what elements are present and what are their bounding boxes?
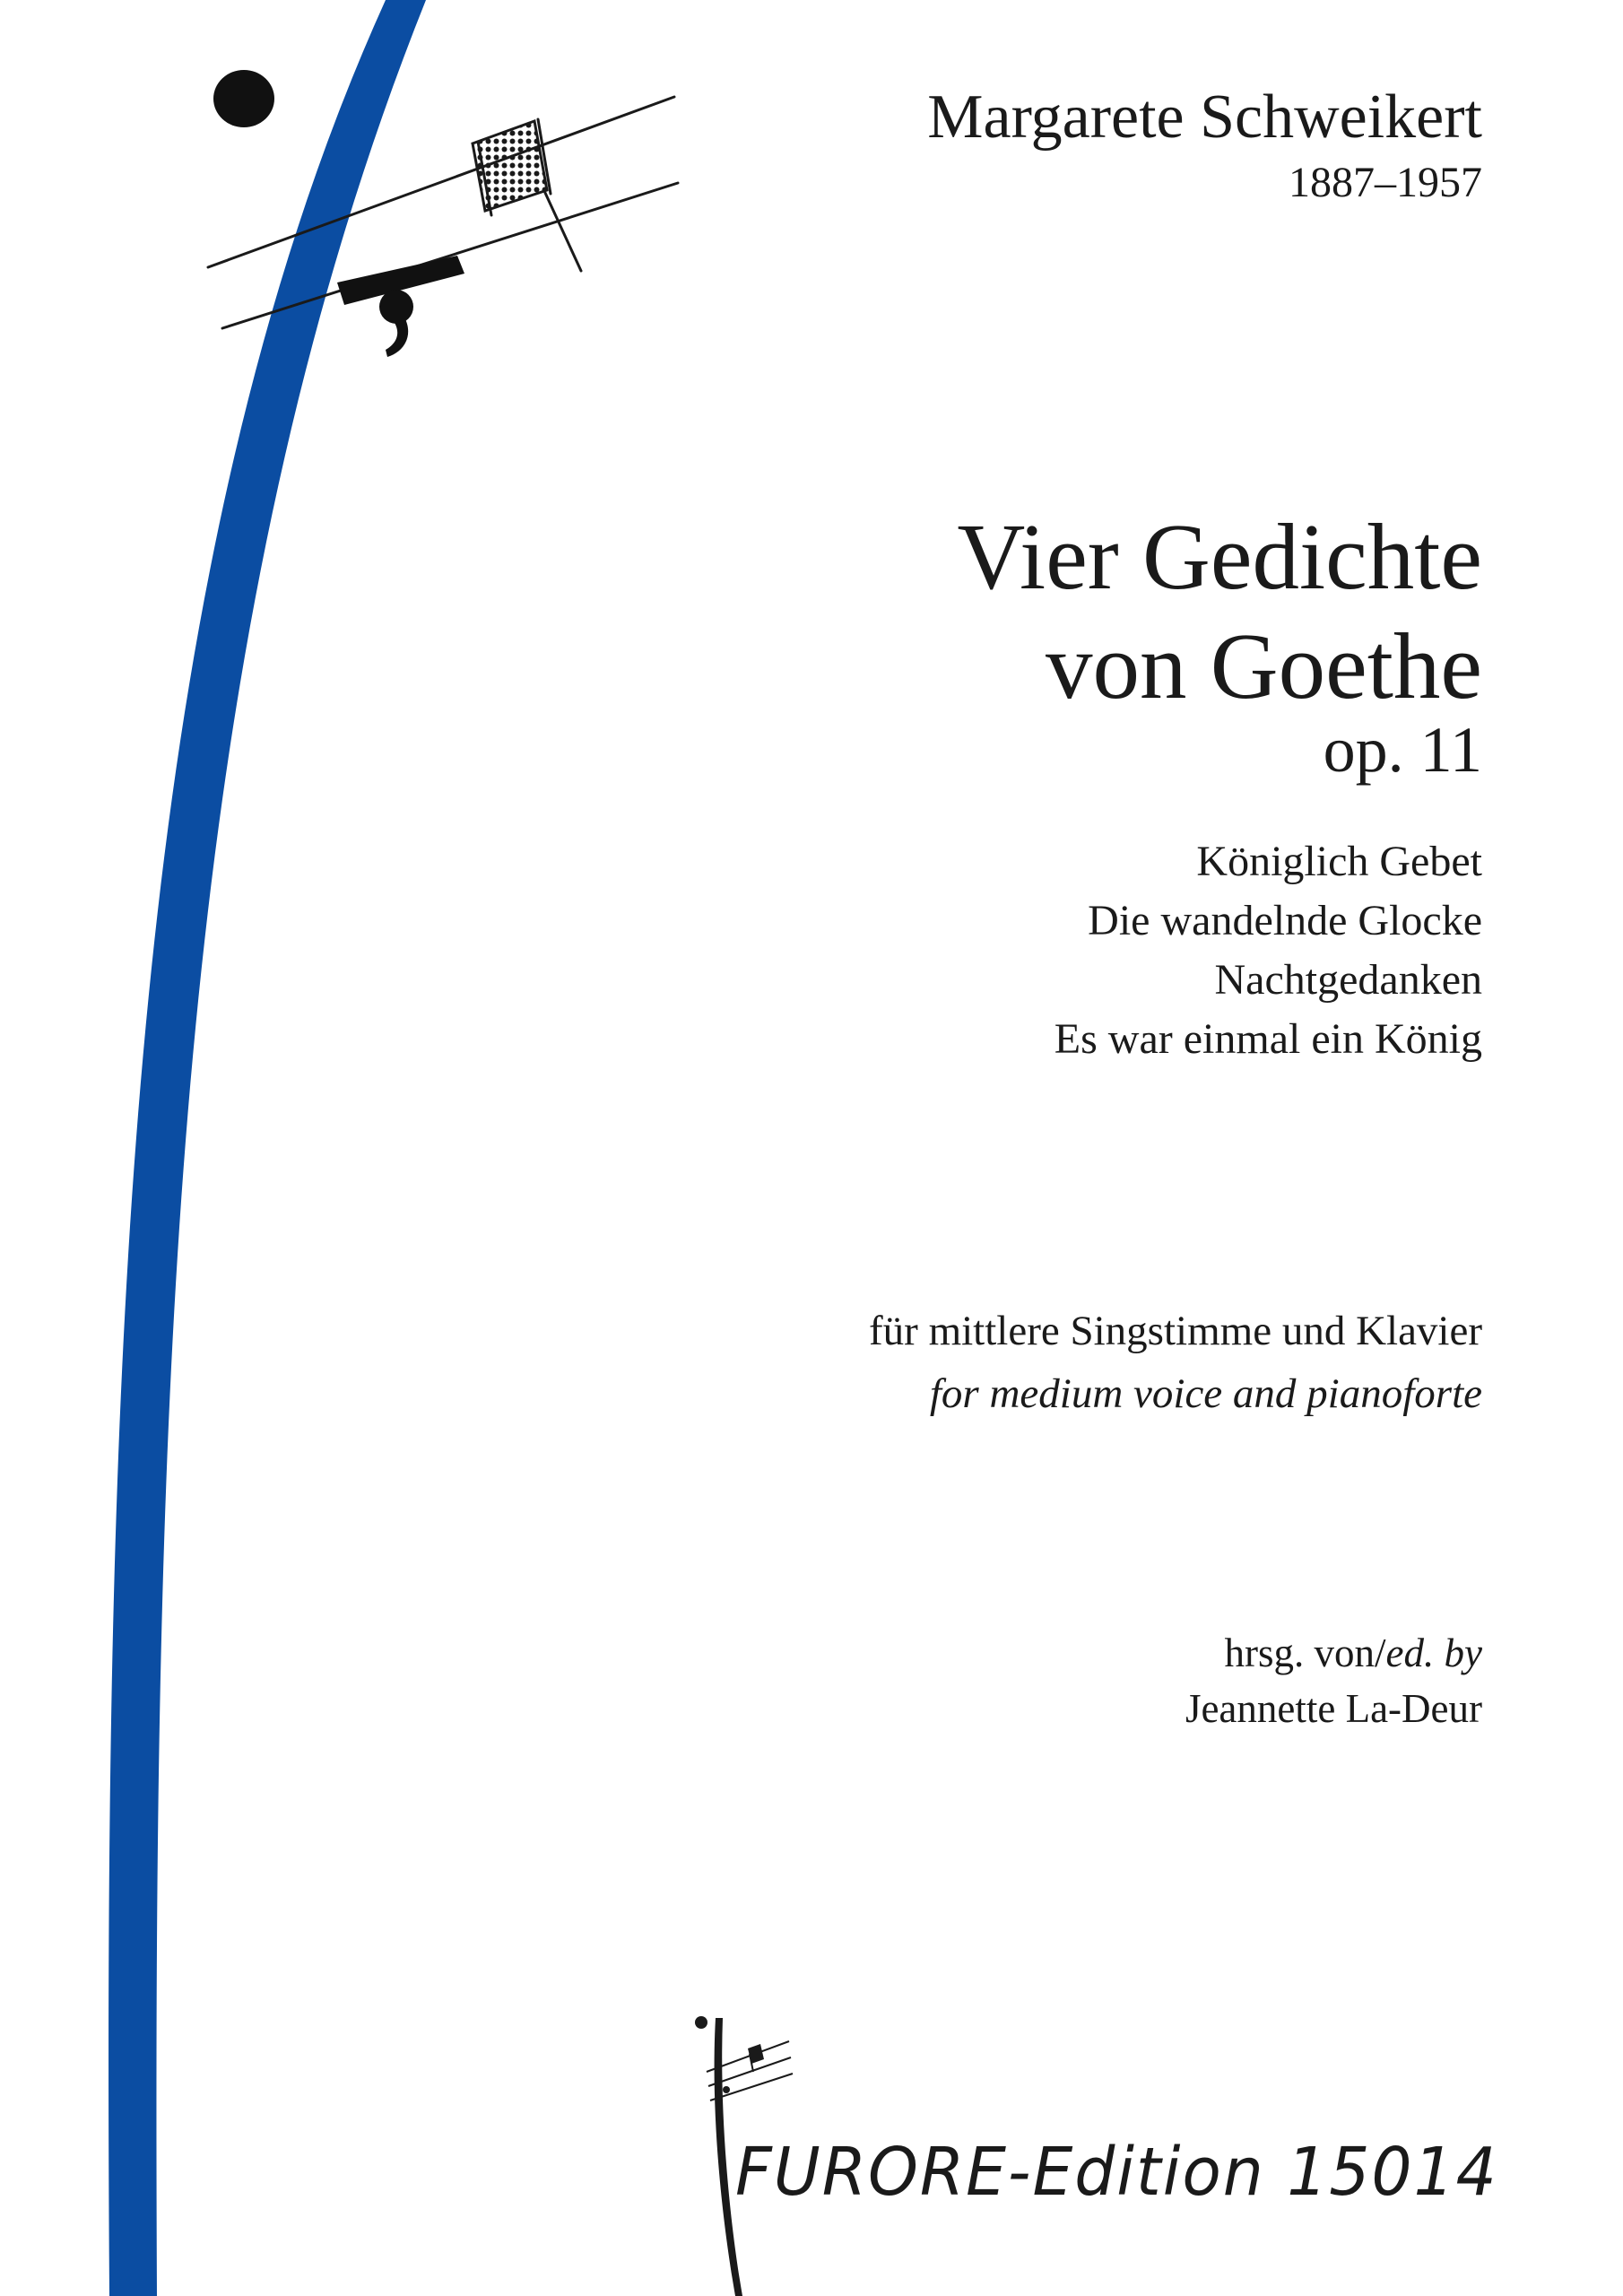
note-head-icon — [213, 70, 274, 127]
composer-name: Margarete Schweikert — [927, 83, 1482, 152]
song-title: Es war einmal ein König — [1054, 1015, 1482, 1063]
editor-name: Jeannette La-Deur — [1185, 1686, 1482, 1731]
work-title-line-2: von Goethe — [1046, 613, 1482, 718]
rest-hook-icon — [337, 256, 464, 357]
publisher-imprint: FURORE-Edition 15014 — [735, 2134, 1498, 2211]
song-title: Die wandelnde Glocke — [1088, 897, 1482, 944]
editor-label-english: ed. by — [1385, 1631, 1482, 1675]
editor-label — [1225, 1633, 1482, 1674]
blue-arc — [108, 0, 426, 2296]
song-title: Nachtgedanken — [1214, 956, 1482, 1004]
dotted-square — [473, 121, 547, 211]
song-title: Königlich Gebet — [1196, 838, 1482, 885]
instrumentation-german: für mittlere Singstimme und Klavier — [869, 1308, 1482, 1354]
composer-dates: 1887–1957 — [1289, 159, 1482, 206]
song-list — [1055, 832, 1482, 1069]
work-title-line-1: Vier Gedichte — [957, 504, 1482, 609]
opus-number: op. 11 — [1323, 714, 1482, 786]
instrumentation-english: for medium voice and pianoforte — [929, 1370, 1482, 1417]
editor-label-german: hrsg. von/ — [1224, 1631, 1386, 1675]
